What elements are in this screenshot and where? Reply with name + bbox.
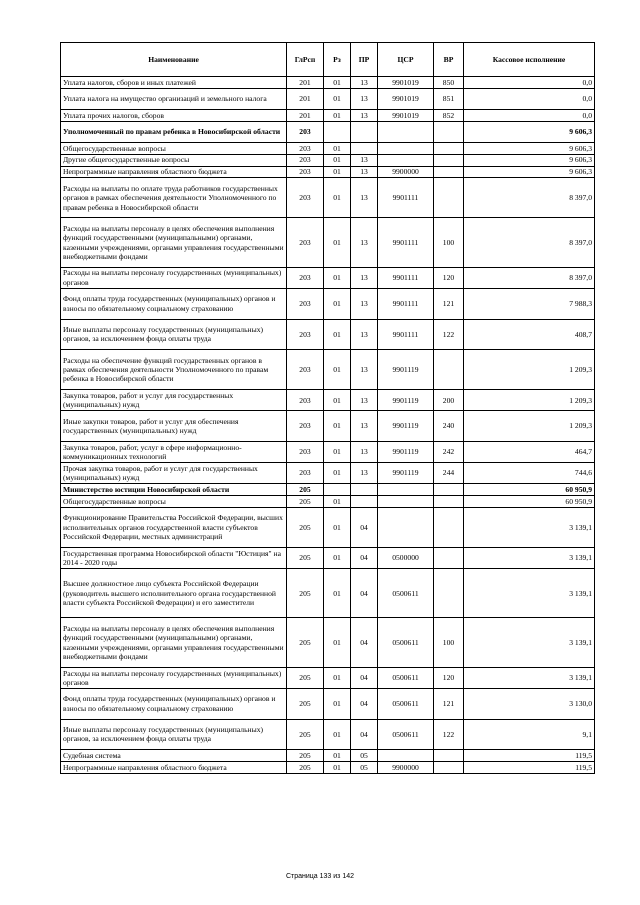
row-name-cell: Расходы на выплаты персоналу государственных (муниципальных) органов — [61, 267, 287, 288]
row-amount-cell: 60 950,9 — [464, 496, 595, 508]
table-row — [61, 319, 595, 350]
row-name-cell: Судебная система — [61, 750, 287, 762]
table-row — [61, 88, 595, 109]
row-amount-cell: 3 139,1 — [464, 507, 595, 547]
column-header-vr: ВР — [434, 43, 464, 77]
row-csr-cell — [378, 142, 434, 154]
table-row — [61, 569, 595, 618]
row-pr-cell: 13 — [351, 109, 378, 121]
row-vr-cell — [434, 142, 464, 154]
row-name-cell: Высшее должностное лицо субъекта Российской Федерации (руководитель высшего исполнительного органа государственной власти субъекта Российской Федерации) и его заместители — [61, 569, 287, 618]
row-csr-cell: 0500611 — [378, 689, 434, 720]
row-name-cell: Министерство юстиции Новосибирской области — [61, 484, 287, 496]
row-pr-cell: 13 — [351, 350, 378, 390]
row-csr-cell: 9901019 — [378, 88, 434, 109]
row-name-cell: Уплата прочих налогов, сборов — [61, 109, 287, 121]
table-row — [61, 507, 595, 547]
row-csr-cell — [378, 154, 434, 166]
row-name-cell: Иные выплаты персоналу государственных (муниципальных) органов, за исключением фонда оплаты труда — [61, 719, 287, 750]
row-csr-cell: 9901111 — [378, 218, 434, 267]
row-amount-cell: 3 139,1 — [464, 618, 595, 667]
row-rz-cell: 01 — [324, 689, 351, 720]
table-row — [61, 109, 595, 121]
row-rz-cell: 01 — [324, 288, 351, 319]
row-name-cell: Уполномоченный по правам ребенка в Новосибирской области — [61, 121, 287, 142]
row-csr-cell: 0500000 — [378, 547, 434, 568]
row-vr-cell — [434, 750, 464, 762]
row-rz-cell: 01 — [324, 267, 351, 288]
row-pr-cell: 05 — [351, 762, 378, 774]
row-amount-cell: 8 397,0 — [464, 178, 595, 218]
row-glrsp-cell: 203 — [287, 441, 324, 462]
row-pr-cell: 04 — [351, 507, 378, 547]
row-glrsp-cell: 203 — [287, 166, 324, 178]
row-amount-cell: 0,0 — [464, 77, 595, 89]
row-csr-cell: 0500611 — [378, 618, 434, 667]
row-amount-cell: 9 606,3 — [464, 154, 595, 166]
row-rz-cell: 01 — [324, 618, 351, 667]
table-row — [61, 484, 595, 496]
row-vr-cell: 120 — [434, 667, 464, 688]
row-csr-cell: 9901119 — [378, 411, 434, 442]
row-pr-cell: 13 — [351, 88, 378, 109]
table-row — [61, 390, 595, 411]
row-name-cell: Непрограммные направления областного бюджета — [61, 166, 287, 178]
row-vr-cell — [434, 762, 464, 774]
row-vr-cell — [434, 569, 464, 618]
table-row — [61, 166, 595, 178]
row-rz-cell: 01 — [324, 411, 351, 442]
row-rz-cell: 01 — [324, 507, 351, 547]
row-csr-cell — [378, 121, 434, 142]
row-name-cell: Общегосударственные вопросы — [61, 496, 287, 508]
row-pr-cell: 13 — [351, 154, 378, 166]
row-pr-cell — [351, 121, 378, 142]
table-row — [61, 288, 595, 319]
row-vr-cell — [434, 484, 464, 496]
row-amount-cell: 1 209,3 — [464, 350, 595, 390]
row-glrsp-cell: 203 — [287, 319, 324, 350]
table-row — [61, 142, 595, 154]
row-amount-cell: 7 988,3 — [464, 288, 595, 319]
row-name-cell: Уплата налогов, сборов и иных платежей — [61, 77, 287, 89]
row-csr-cell: 0500611 — [378, 719, 434, 750]
row-name-cell: Иные закупки товаров, работ и услуг для обеспечения государственных (муниципальных) нужд — [61, 411, 287, 442]
row-amount-cell: 744,6 — [464, 463, 595, 484]
row-glrsp-cell: 205 — [287, 719, 324, 750]
row-rz-cell: 01 — [324, 750, 351, 762]
row-pr-cell — [351, 484, 378, 496]
row-glrsp-cell: 201 — [287, 88, 324, 109]
table-row — [61, 77, 595, 89]
row-csr-cell: 9901119 — [378, 390, 434, 411]
row-vr-cell: 852 — [434, 109, 464, 121]
row-rz-cell: 01 — [324, 88, 351, 109]
row-pr-cell: 13 — [351, 319, 378, 350]
row-rz-cell: 01 — [324, 496, 351, 508]
row-glrsp-cell: 203 — [287, 350, 324, 390]
table-row — [61, 350, 595, 390]
row-rz-cell: 01 — [324, 178, 351, 218]
table-row — [61, 154, 595, 166]
row-rz-cell: 01 — [324, 667, 351, 688]
row-glrsp-cell: 205 — [287, 689, 324, 720]
table-row — [61, 496, 595, 508]
row-rz-cell: 01 — [324, 441, 351, 462]
row-name-cell: Фонд оплаты труда государственных (муниципальных) органов и взносы по обязательному социальному страхованию — [61, 689, 287, 720]
column-header-csr: ЦСР — [378, 43, 434, 77]
row-glrsp-cell: 203 — [287, 463, 324, 484]
row-csr-cell — [378, 496, 434, 508]
row-name-cell: Общегосударственные вопросы — [61, 142, 287, 154]
row-glrsp-cell: 205 — [287, 750, 324, 762]
row-rz-cell: 01 — [324, 218, 351, 267]
row-amount-cell: 0,0 — [464, 109, 595, 121]
row-vr-cell: 121 — [434, 689, 464, 720]
row-amount-cell: 3 130,0 — [464, 689, 595, 720]
row-pr-cell: 04 — [351, 569, 378, 618]
row-name-cell: Прочая закупка товаров, работ и услуг для государственных (муниципальных) нужд — [61, 463, 287, 484]
row-rz-cell — [324, 484, 351, 496]
row-csr-cell: 9901111 — [378, 319, 434, 350]
row-glrsp-cell: 203 — [287, 288, 324, 319]
row-pr-cell: 04 — [351, 667, 378, 688]
table-row — [61, 762, 595, 774]
row-glrsp-cell: 203 — [287, 142, 324, 154]
row-name-cell: Другие общегосударственные вопросы — [61, 154, 287, 166]
row-name-cell: Расходы на выплаты по оплате труда работников государственных органов в рамках обеспечения деятельности Уполномоченного по правам ребенка в Новосибирской области — [61, 178, 287, 218]
row-glrsp-cell: 205 — [287, 667, 324, 688]
row-glrsp-cell: 205 — [287, 507, 324, 547]
table-row — [61, 618, 595, 667]
row-vr-cell: 200 — [434, 390, 464, 411]
row-name-cell: Расходы на выплаты персоналу в целях обеспечения выполнения функций государственными (муниципальными) органами, казенными учреждениями, органами управления государственными внебюджетными фондами — [61, 218, 287, 267]
table-row — [61, 463, 595, 484]
row-csr-cell: 0500611 — [378, 667, 434, 688]
table-row — [61, 267, 595, 288]
row-rz-cell: 01 — [324, 762, 351, 774]
row-pr-cell: 04 — [351, 719, 378, 750]
row-vr-cell — [434, 121, 464, 142]
column-header-cash-execution: Кассовое исполнение — [464, 43, 595, 77]
row-csr-cell: 9901019 — [378, 109, 434, 121]
row-rz-cell: 01 — [324, 154, 351, 166]
row-rz-cell: 01 — [324, 166, 351, 178]
row-glrsp-cell: 201 — [287, 109, 324, 121]
row-vr-cell — [434, 350, 464, 390]
row-csr-cell: 9900000 — [378, 762, 434, 774]
row-vr-cell — [434, 178, 464, 218]
row-amount-cell: 8 397,0 — [464, 267, 595, 288]
row-amount-cell: 9 606,3 — [464, 121, 595, 142]
row-glrsp-cell: 203 — [287, 267, 324, 288]
table-row — [61, 178, 595, 218]
row-name-cell: Расходы на обеспечение функций государственных органов в рамках обеспечения деятельности Уполномоченного по правам ребенка в Новосибирской области — [61, 350, 287, 390]
row-csr-cell: 9901111 — [378, 267, 434, 288]
row-amount-cell: 408,7 — [464, 319, 595, 350]
row-vr-cell: 851 — [434, 88, 464, 109]
row-name-cell: Фонд оплаты труда государственных (муниципальных) органов и взносы по обязательному социальному страхованию — [61, 288, 287, 319]
row-csr-cell — [378, 750, 434, 762]
row-rz-cell: 01 — [324, 719, 351, 750]
row-pr-cell: 13 — [351, 463, 378, 484]
table-header-row — [61, 43, 595, 77]
row-pr-cell: 13 — [351, 178, 378, 218]
row-rz-cell — [324, 121, 351, 142]
row-rz-cell: 01 — [324, 390, 351, 411]
row-csr-cell: 9901119 — [378, 441, 434, 462]
row-pr-cell: 05 — [351, 750, 378, 762]
table-row — [61, 441, 595, 462]
table-row — [61, 121, 595, 142]
row-pr-cell — [351, 496, 378, 508]
row-amount-cell: 119,5 — [464, 762, 595, 774]
budget-execution-table — [60, 42, 595, 774]
row-vr-cell: 122 — [434, 319, 464, 350]
row-glrsp-cell: 203 — [287, 390, 324, 411]
table-row — [61, 547, 595, 568]
row-glrsp-cell: 205 — [287, 569, 324, 618]
row-vr-cell: 240 — [434, 411, 464, 442]
row-vr-cell: 242 — [434, 441, 464, 462]
row-vr-cell: 100 — [434, 218, 464, 267]
row-name-cell: Закупка товаров, работ и услуг для государственных (муниципальных) нужд — [61, 390, 287, 411]
row-pr-cell: 13 — [351, 288, 378, 319]
row-pr-cell: 04 — [351, 618, 378, 667]
row-csr-cell — [378, 484, 434, 496]
table-row — [61, 719, 595, 750]
table-row — [61, 411, 595, 442]
row-amount-cell: 0,0 — [464, 88, 595, 109]
row-csr-cell: 9901119 — [378, 350, 434, 390]
row-pr-cell: 13 — [351, 267, 378, 288]
row-glrsp-cell: 203 — [287, 218, 324, 267]
row-pr-cell: 13 — [351, 411, 378, 442]
table-row — [61, 667, 595, 688]
row-name-cell: Расходы на выплаты персоналу государственных (муниципальных) органов — [61, 667, 287, 688]
row-amount-cell: 1 209,3 — [464, 390, 595, 411]
row-rz-cell: 01 — [324, 109, 351, 121]
row-pr-cell — [351, 142, 378, 154]
row-vr-cell — [434, 154, 464, 166]
row-amount-cell: 8 397,0 — [464, 218, 595, 267]
row-rz-cell: 01 — [324, 77, 351, 89]
row-pr-cell: 13 — [351, 218, 378, 267]
row-rz-cell: 01 — [324, 569, 351, 618]
row-pr-cell: 04 — [351, 689, 378, 720]
row-rz-cell: 01 — [324, 142, 351, 154]
row-glrsp-cell: 203 — [287, 411, 324, 442]
row-rz-cell: 01 — [324, 547, 351, 568]
row-glrsp-cell: 205 — [287, 762, 324, 774]
row-amount-cell: 119,5 — [464, 750, 595, 762]
column-header-name: Наименование — [61, 43, 287, 77]
row-name-cell: Функционирование Правительства Российской Федерации, высших исполнительных органов государственной власти субъектов Российской Федерации, местных администраций — [61, 507, 287, 547]
row-csr-cell: 9900000 — [378, 166, 434, 178]
row-name-cell: Уплата налога на имущество организаций и земельного налога — [61, 88, 287, 109]
row-name-cell: Расходы на выплаты персоналу в целях обеспечения выполнения функций государственными (муниципальными) органами, казенными учреждениями, органами управления государственными внебюджетными фондами — [61, 618, 287, 667]
row-rz-cell: 01 — [324, 319, 351, 350]
row-amount-cell: 3 139,1 — [464, 667, 595, 688]
row-csr-cell — [378, 507, 434, 547]
row-amount-cell: 1 209,3 — [464, 411, 595, 442]
row-glrsp-cell: 203 — [287, 178, 324, 218]
row-glrsp-cell: 203 — [287, 121, 324, 142]
row-csr-cell: 9901111 — [378, 178, 434, 218]
row-vr-cell: 850 — [434, 77, 464, 89]
row-pr-cell: 13 — [351, 77, 378, 89]
table-row — [61, 218, 595, 267]
row-pr-cell: 13 — [351, 166, 378, 178]
row-glrsp-cell: 205 — [287, 547, 324, 568]
row-vr-cell: 121 — [434, 288, 464, 319]
row-name-cell: Закупка товаров, работ, услуг в сфере информационно-коммуникационных технологий — [61, 441, 287, 462]
row-amount-cell: 9 606,3 — [464, 142, 595, 154]
row-amount-cell: 3 139,1 — [464, 547, 595, 568]
row-pr-cell: 13 — [351, 390, 378, 411]
row-glrsp-cell: 203 — [287, 154, 324, 166]
row-amount-cell: 9,1 — [464, 719, 595, 750]
row-csr-cell: 9901119 — [378, 463, 434, 484]
row-rz-cell: 01 — [324, 350, 351, 390]
row-glrsp-cell: 205 — [287, 484, 324, 496]
column-header-glrsp: ГлРсп — [287, 43, 324, 77]
column-header-rz: Рз — [324, 43, 351, 77]
row-glrsp-cell: 201 — [287, 77, 324, 89]
row-amount-cell: 60 950,9 — [464, 484, 595, 496]
row-vr-cell: 100 — [434, 618, 464, 667]
row-pr-cell: 04 — [351, 547, 378, 568]
row-vr-cell — [434, 507, 464, 547]
row-pr-cell: 13 — [351, 441, 378, 462]
row-glrsp-cell: 205 — [287, 618, 324, 667]
row-name-cell: Государственная программа Новосибирской области "Юстиция" на 2014 - 2020 годы — [61, 547, 287, 568]
table-row — [61, 750, 595, 762]
column-header-pr: ПР — [351, 43, 378, 77]
row-name-cell: Непрограммные направления областного бюджета — [61, 762, 287, 774]
row-glrsp-cell: 205 — [287, 496, 324, 508]
row-amount-cell: 464,7 — [464, 441, 595, 462]
row-name-cell: Иные выплаты персоналу государственных (муниципальных) органов, за исключением фонда оплаты труда — [61, 319, 287, 350]
row-vr-cell — [434, 166, 464, 178]
table-body — [61, 77, 595, 774]
row-csr-cell: 9901111 — [378, 288, 434, 319]
page-number: Страница 133 из 142 — [285, 873, 355, 880]
row-vr-cell — [434, 547, 464, 568]
row-amount-cell: 9 606,3 — [464, 166, 595, 178]
row-csr-cell: 9901019 — [378, 77, 434, 89]
row-vr-cell: 244 — [434, 463, 464, 484]
table-row — [61, 689, 595, 720]
row-vr-cell: 122 — [434, 719, 464, 750]
row-vr-cell — [434, 496, 464, 508]
row-csr-cell: 0500611 — [378, 569, 434, 618]
row-vr-cell: 120 — [434, 267, 464, 288]
row-amount-cell: 3 139,1 — [464, 569, 595, 618]
row-rz-cell: 01 — [324, 463, 351, 484]
